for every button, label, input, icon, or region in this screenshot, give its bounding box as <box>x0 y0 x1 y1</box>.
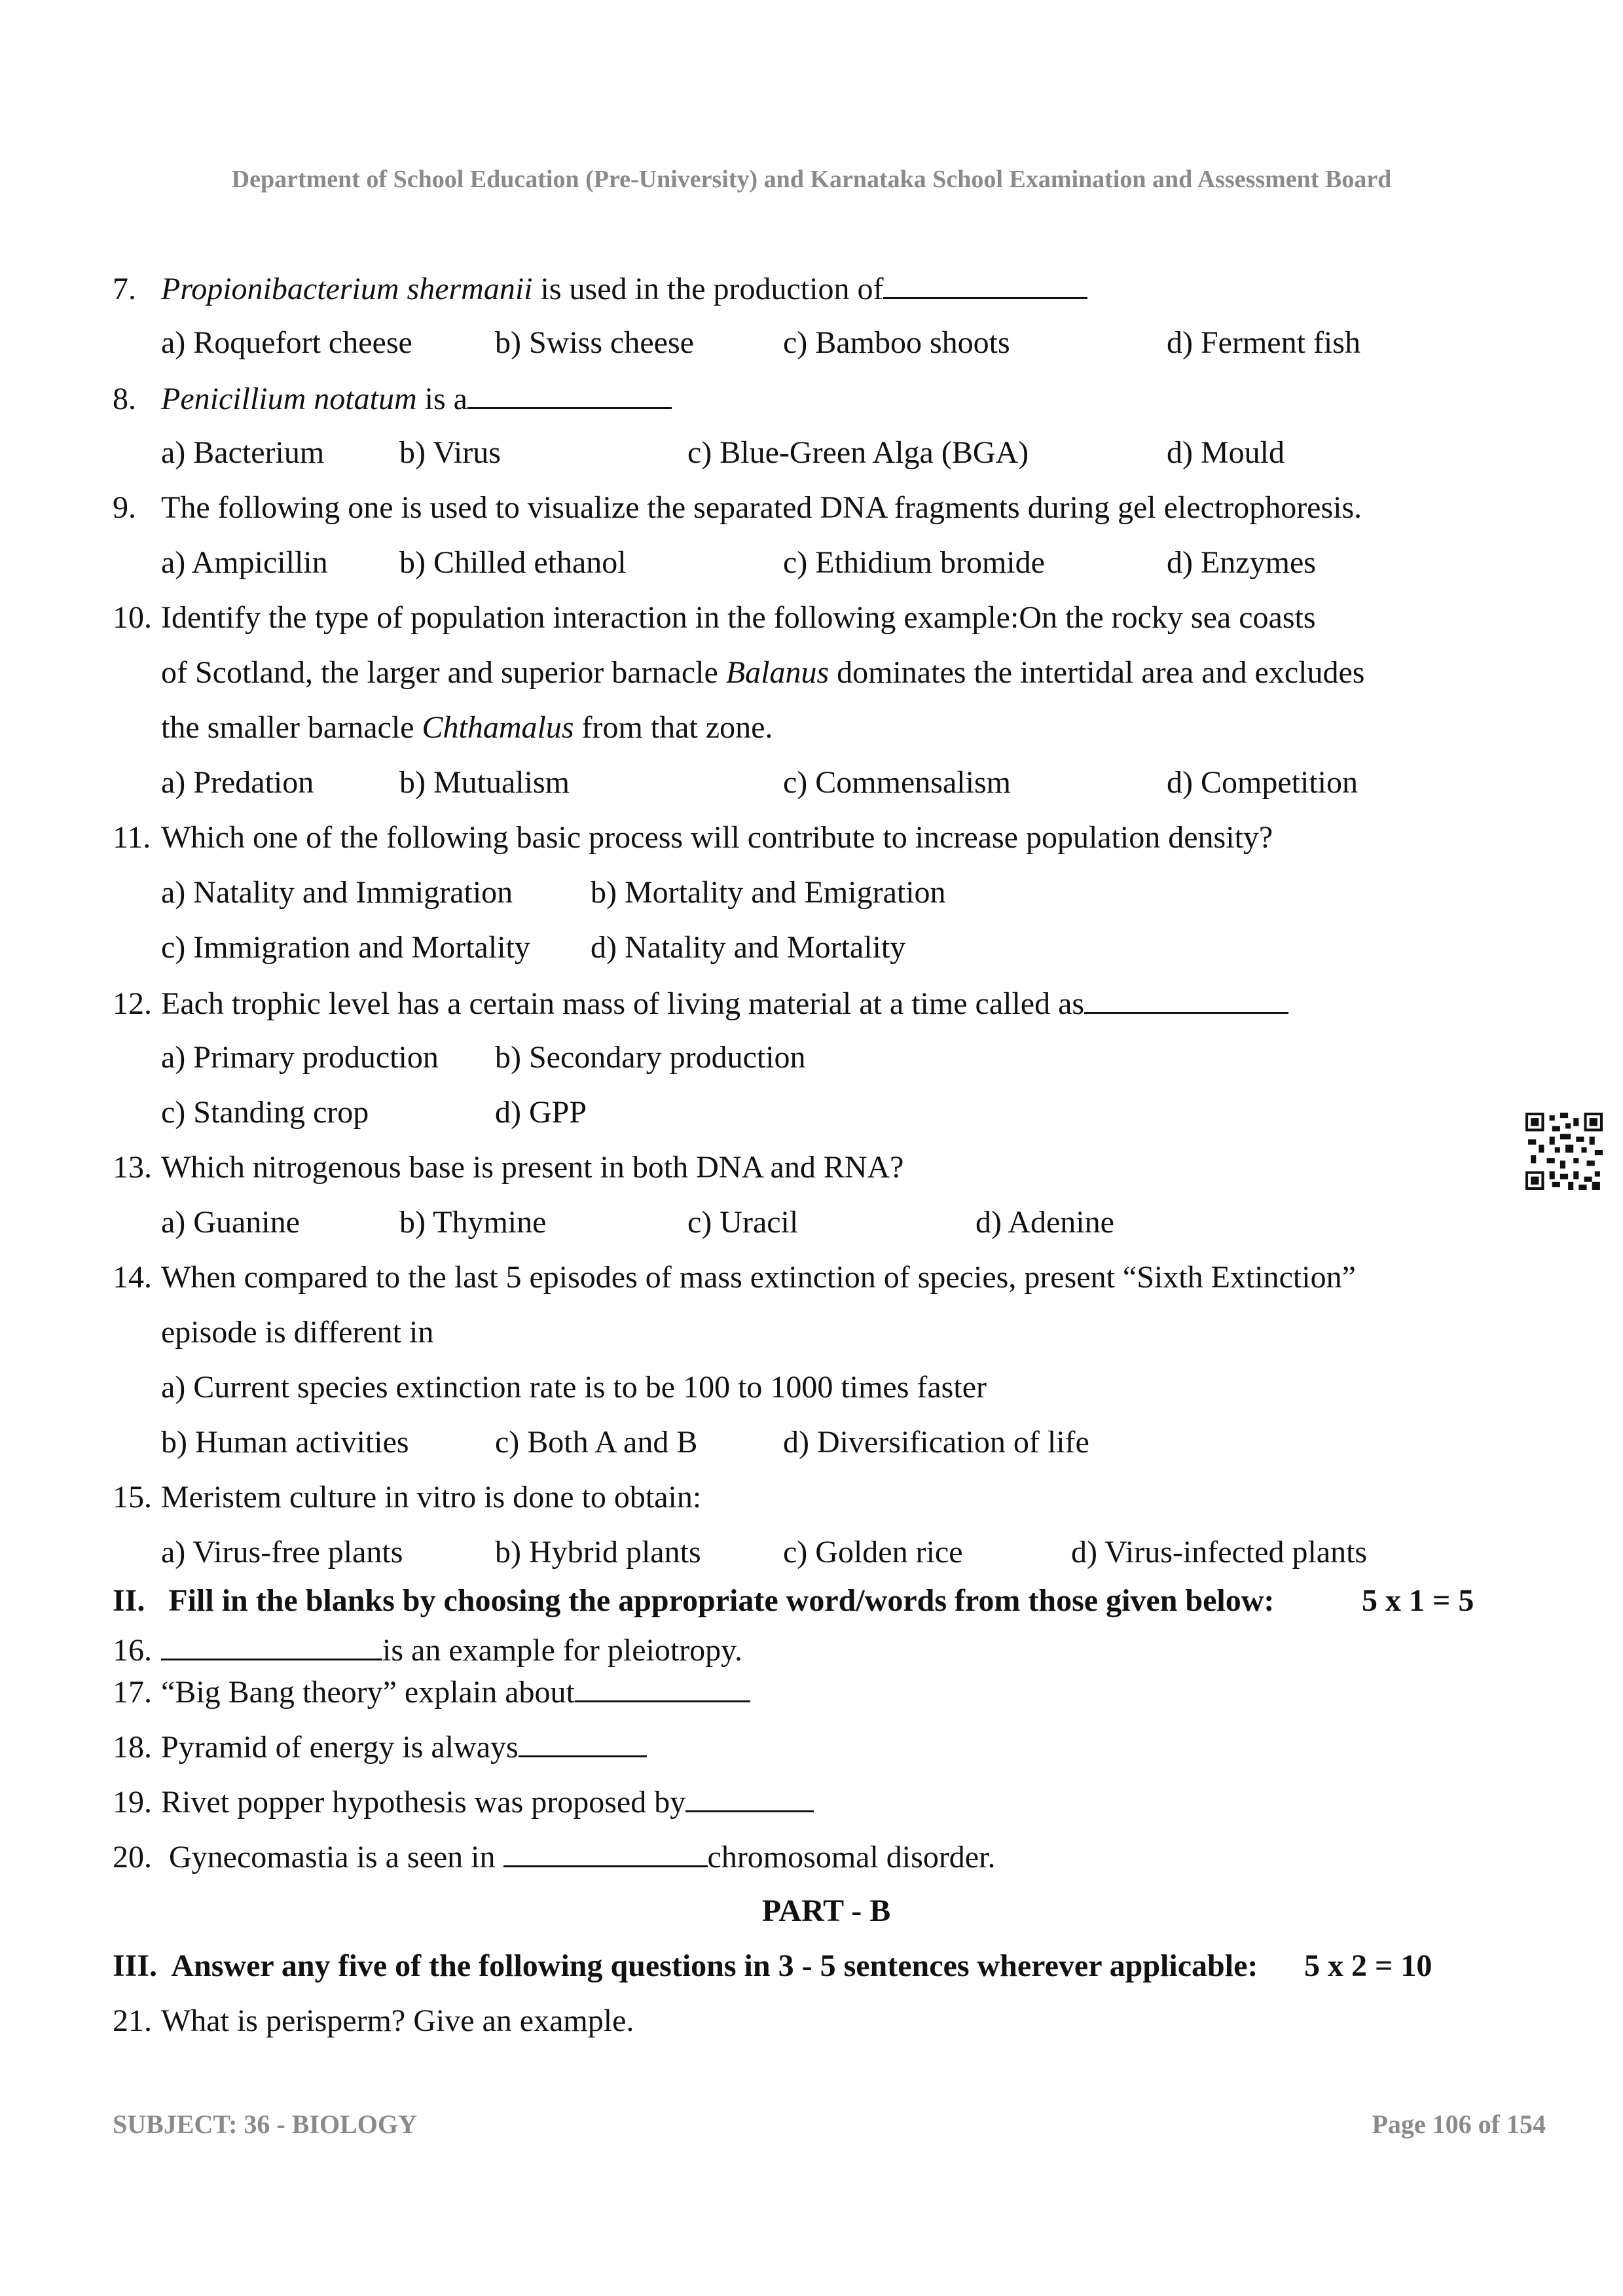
section-2-marks: 5 x 1 = 5 <box>1362 1583 1474 1618</box>
options-9: a) Ampicillin b) Chilled ethanol c) Ethidium bromide d) Enzymes <box>161 545 1316 580</box>
options-13: a) Guanine b) Thymine c) Uracil d) Adenine <box>161 1205 1114 1240</box>
section-3-heading: III. Answer any five of the following questions in 3 - 5 sentences wherever applicable: 5 x 2 = 10 <box>113 1939 1540 1994</box>
question-12: 12. Each trophic level has a certain mass of living material at a time called as <box>113 975 1540 1030</box>
question-13: 13. Which nitrogenous base is present in both DNA and RNA? <box>113 1150 904 1185</box>
question-content <box>113 260 1540 2049</box>
page-header: Department of School Education (Pre-University) and Karnataka School Examination and Assessment Board <box>231 166 1392 193</box>
footer-page-number: Page 106 of 154 <box>1372 2109 1546 2139</box>
options-14: b) Human activities c) Both A and B d) Diversification of life <box>161 1425 1089 1460</box>
question-9: 9. The following one is used to visualize the separated DNA fragments during gel electrophoresis. <box>113 490 1362 525</box>
section-2-heading: II. Fill in the blanks by choosing the appropriate word/words from those given below: 5 x 1 = 5 <box>113 1580 1540 1622</box>
answer-blank <box>519 1719 647 1757</box>
question-10-line-3: the smaller barnacle Chthamalus from that zone. <box>161 710 773 745</box>
question-14-line-2: episode is different in <box>161 1315 434 1350</box>
question-11: 11. Which one of the following basic process will contribute to increase population density? <box>113 820 1273 855</box>
answer-blank <box>1084 975 1288 1014</box>
footer-subject: SUBJECT: 36 - BIOLOGY <box>113 2109 417 2139</box>
answer-blank <box>503 1829 708 1867</box>
fill-20: 20. Gynecomastia is a seen in chromosomal disorder. <box>113 1829 1540 1884</box>
option-14-a: a) Current species extinction rate is to be 100 to 1000 times faster <box>161 1370 987 1405</box>
question-15: 15. Meristem culture in vitro is done to obtain: <box>113 1480 702 1515</box>
qr-code-icon <box>1525 1113 1603 1190</box>
part-b-heading: PART - B <box>761 1893 891 1928</box>
answer-blank <box>685 1774 814 1812</box>
options-8: a) Bacterium b) Virus c) Blue-Green Alga (BGA) d) Mould <box>161 435 1285 470</box>
answer-blank <box>575 1664 750 1702</box>
question-10: 10. Identify the type of population interaction in the following example:On the rocky sea coasts <box>113 600 1316 635</box>
options-15: a) Virus-free plants b) Hybrid plants c) Golden rice d) Virus-infected plants <box>161 1535 1368 1570</box>
fill-17: 17. “Big Bang theory” explain about <box>113 1664 1540 1719</box>
question-10-line-2: of Scotland, the larger and superior barnacle Balanus dominates the intertidal area and excludes <box>161 655 1365 690</box>
options-10: a) Predation b) Mutualism c) Commensalism d) Competition <box>161 765 1358 800</box>
question-14: 14. When compared to the last 5 episodes of mass extinction of species, present “Sixth Extinction” <box>113 1260 1356 1295</box>
options-7: a) Roquefort cheese b) Swiss cheese c) Bamboo shoots d) Ferment fish <box>161 325 1360 360</box>
fill-16: 16. is an example for pleiotropy. <box>113 1622 1540 1664</box>
question-8: 8. Penicillium notatum is a <box>113 370 1540 425</box>
fill-18: 18. Pyramid of energy is always <box>113 1719 1540 1774</box>
answer-blank <box>161 1622 382 1660</box>
options-11-row-2: c) Immigration and Mortality d) Natality and Mortality <box>161 930 906 965</box>
question-7: 7. Propionibacterium shermanii is used in the production of <box>113 260 1540 315</box>
answer-blank <box>883 260 1087 299</box>
question-21: 21. What is perisperm? Give an example. <box>113 2003 634 2038</box>
options-12-row-2: c) Standing crop d) GPP <box>161 1095 587 1130</box>
options-11-row-1: a) Natality and Immigration b) Mortality and Emigration <box>161 875 946 910</box>
options-12-row-1: a) Primary production b) Secondary production <box>161 1040 806 1075</box>
fill-19: 19. Rivet popper hypothesis was proposed by <box>113 1774 1540 1829</box>
answer-blank <box>467 370 672 409</box>
section-3-marks: 5 x 2 = 10 <box>1304 1948 1432 1983</box>
